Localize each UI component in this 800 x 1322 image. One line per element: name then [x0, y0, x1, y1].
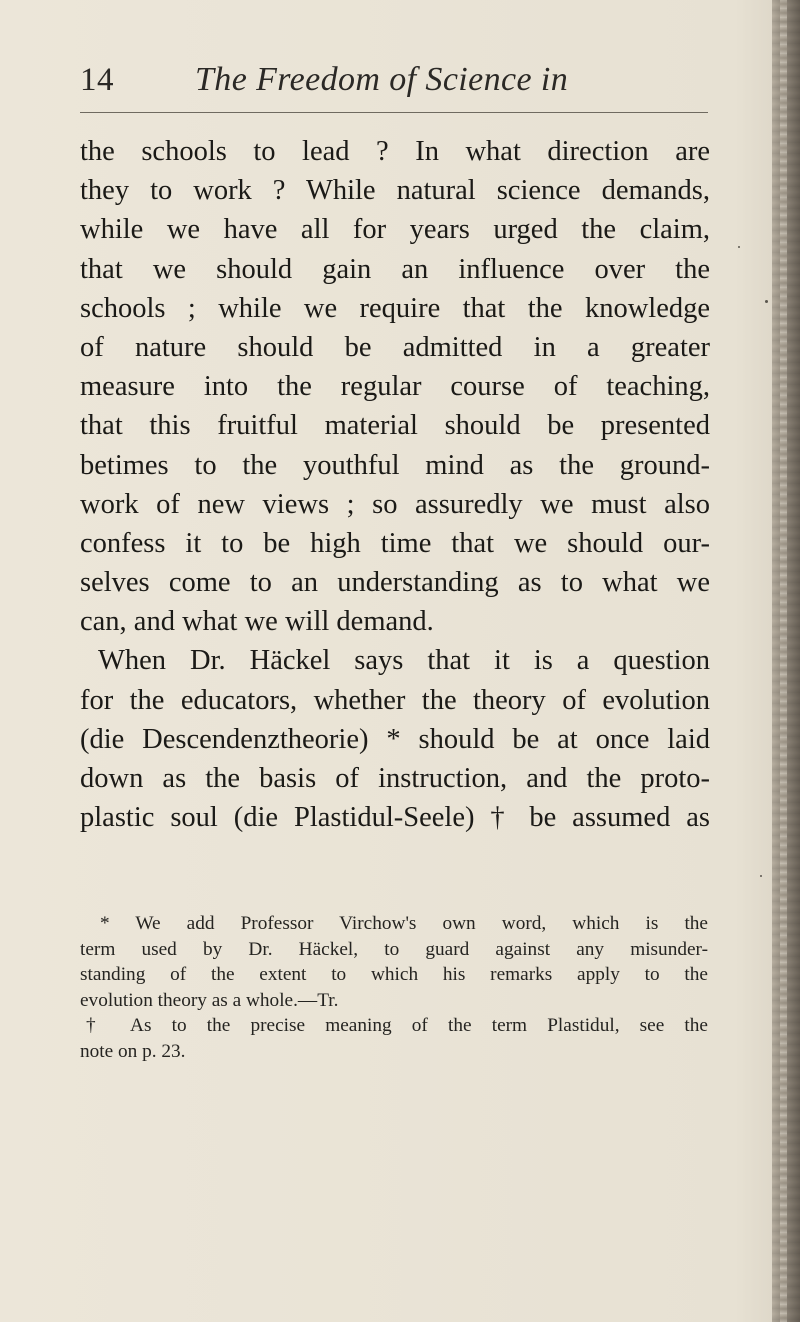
paper-speck: [738, 246, 740, 248]
footnote-line: term used by Dr. Häckel, to guard against any misunder-: [80, 938, 708, 960]
text-line: selves come to an understanding as to what we: [80, 567, 710, 599]
text-line: of nature should be admitted in a greater: [80, 331, 710, 363]
text-line: schools ; while we require that the knowledge: [80, 292, 710, 324]
footnote-line: evolution theory as a whole.—Tr.: [80, 989, 339, 1011]
running-title: The Freedom of Science in: [195, 61, 569, 98]
text-line: while we have all for years urged the claim,: [80, 214, 710, 246]
text-line: betimes to the youthful mind as the ground-: [80, 449, 710, 481]
text-line: When Dr. Häckel says that it is a question: [98, 645, 710, 677]
footnote-line: note on p. 23.: [80, 1040, 186, 1062]
paper-speck: [760, 875, 762, 877]
footnote-line: * We add Professor Virchow's own word, which is the: [100, 913, 708, 934]
page-header: [80, 58, 720, 102]
text-line: plastic soul (die Plastidul-Seele) † be assumed as: [80, 802, 710, 834]
paper-speck: [765, 300, 768, 303]
footnotes: [80, 911, 708, 1065]
text-line: the schools to lead ? In what direction are: [80, 136, 710, 167]
text-line: confess it to be high time that we should our-: [80, 527, 710, 559]
book-binding-edge: [772, 0, 800, 1322]
footnote-line: † As to the precise meaning of the term Plastidul, see the: [86, 1015, 708, 1037]
text-line: work of new views ; so assuredly we must also: [80, 488, 710, 520]
text-line: (die Descendenztheorie) * should be at once laid: [80, 723, 710, 755]
main-text-block: [80, 132, 710, 837]
text-line: that we should gain an influence over the: [80, 253, 710, 285]
page-number: 14: [80, 62, 114, 98]
text-line: for the educators, whether the theory of evolution: [80, 684, 710, 716]
footnote-line: standing of the extent to which his remarks apply to the: [80, 964, 708, 986]
text-line: they to work ? While natural science demands,: [80, 175, 710, 207]
text-line: can, and what we will demand.: [80, 606, 434, 638]
text-line: measure into the regular course of teaching,: [80, 371, 710, 403]
header-rule: [80, 112, 708, 113]
text-line: that this fruitful material should be presented: [80, 410, 710, 442]
text-line: down as the basis of instruction, and the proto-: [80, 763, 710, 794]
